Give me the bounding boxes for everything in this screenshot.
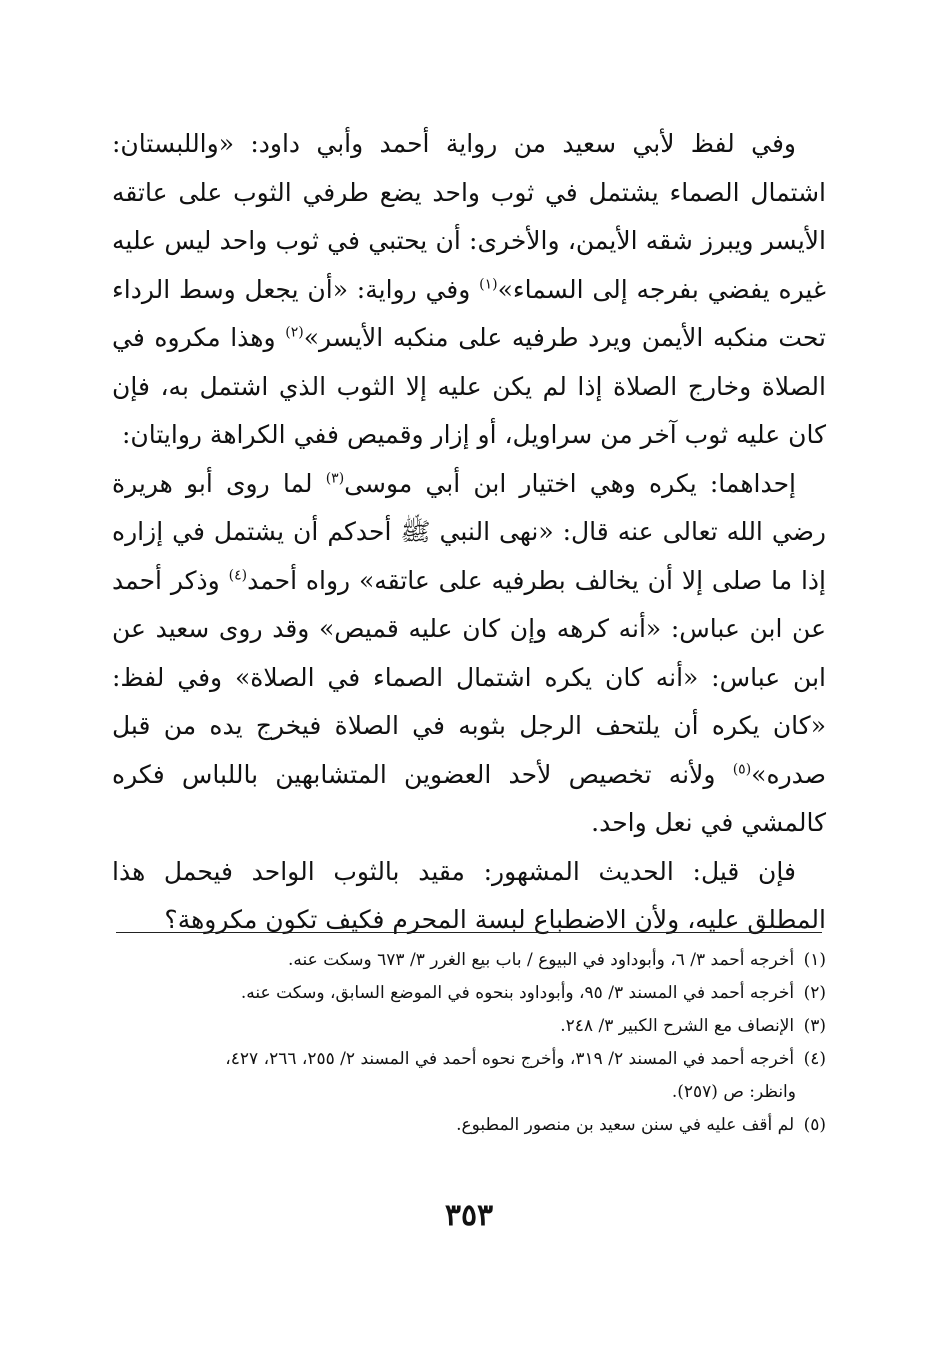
footnote-ref-4: (٤) xyxy=(228,567,248,584)
footnote-1 xyxy=(112,944,826,977)
footnote-text: لم أقف عليه في سنن سعيد بن منصور المطبوع. xyxy=(456,1115,795,1135)
footnote-number: (١) xyxy=(803,950,826,970)
page-number: ٣٥٣ xyxy=(444,1198,494,1233)
footnote-text: أخرجه أحمد ٣/ ٦، وأبوداود في البيوع / باب بيع الغرر ٣/ ٦٧٣ وسكت عنه. xyxy=(288,950,795,970)
footnote-4 xyxy=(112,1043,826,1076)
footnote-2 xyxy=(112,977,826,1010)
footnote-number: (٢) xyxy=(803,983,826,1003)
footnote-ref-5: (٥) xyxy=(732,761,752,778)
footnote-ref-3: (٣) xyxy=(325,470,345,487)
footnote-4-continuation: وانظر: ص (٢٥٧). xyxy=(671,1082,796,1102)
footnote-ref-2: (٢) xyxy=(285,324,304,341)
paragraph-text: فإن قيل: الحديث المشهور: مقيد بالثوب الواحد فيحمل هذا المطلق عليه، ولأن الاضطباع لبسة المحرم فكيف تكون مكروهة؟ xyxy=(112,856,826,934)
footnote-text: أخرجه أحمد في المسند ٢/ ٣١٩، وأخرج نحوه أحمد في المسند ٢/ ٢٥٥، ٢٦٦، ٤٢٧، xyxy=(225,1049,795,1069)
paragraph-text: وفي لفظ لأبي سعيد من رواية أحمد وأبي داود: «واللبستان: اشتمال الصماء يشتمل في ثوب واحد يضع طرفي الثوب على عاتقه الأيسر ويبرز شقه الأيمن، والأخرى: أن يحتبي في ثوب واحد ليس عليه غيره يفضي بفرجه إلى السماء» xyxy=(112,129,826,304)
footnote-5 xyxy=(112,1109,826,1142)
footnotes xyxy=(112,944,826,1142)
footnote-number: (٤) xyxy=(803,1049,826,1069)
footnote-number: (٣) xyxy=(803,1016,826,1036)
main-text xyxy=(112,120,826,945)
paragraph-2 xyxy=(112,460,826,848)
paragraph-text: لما روى أبو هريرة رضي الله تعالى عنه قال: «نهى النبي ﷺ أحدكم أن يشتمل في إزاره إذا ما صلى إلا أن يخالف بطرفيه على عاتقه» رواه أحمد xyxy=(112,468,826,595)
paragraph-text: وفي رواية: «أن يجعل وسط الرداء تحت منكبه الأيمن ويرد طرفيه على منكبه الأيسر» xyxy=(112,274,826,352)
paragraph-text: وذكر أحمد عن ابن عباس: «أنه كرهه وإن كان عليه قميص» وقد روى سعيد عن ابن عباس: «أنه كان يكره اشتمال الصماء في الصلاة» وفي لفظ: «كان يكره أن يلتحف الرجل بثوبه في الصلاة فيخرج يده من قبل صدره» xyxy=(112,565,826,789)
footnote-ref-1: (١) xyxy=(479,276,498,293)
footnote-text: الإنصاف مع الشرح الكبير ٣/ ٢٤٨. xyxy=(560,1016,795,1036)
paragraph-text: وهذا مكروه في الصلاة وخارج الصلاة إذا لم يكن عليه إلا الثوب الذي اشتمل به، فإن كان عليه ثوب آخر من سراويل، أو إزار وقميص ففي الكراهة روايتان: xyxy=(112,323,826,449)
paragraph-1 xyxy=(112,120,826,460)
paragraph-text: إحداهما: يكره وهي اختيار ابن أبي موسى xyxy=(344,468,796,498)
footnote-text: أخرجه أحمد في المسند ٣/ ٩٥، وأبوداود بنحوه في الموضع السابق، وسكت عنه. xyxy=(240,983,795,1003)
footnote-number: (٥) xyxy=(803,1115,826,1135)
paragraph-text: ولأنه تخصيص لأحد العضوين المتشابهين باللباس فكره كالمشي في نعل واحد. xyxy=(112,759,826,837)
footnote-divider xyxy=(116,932,822,933)
footnote-3 xyxy=(112,1010,826,1043)
paragraph-3 xyxy=(112,848,826,945)
